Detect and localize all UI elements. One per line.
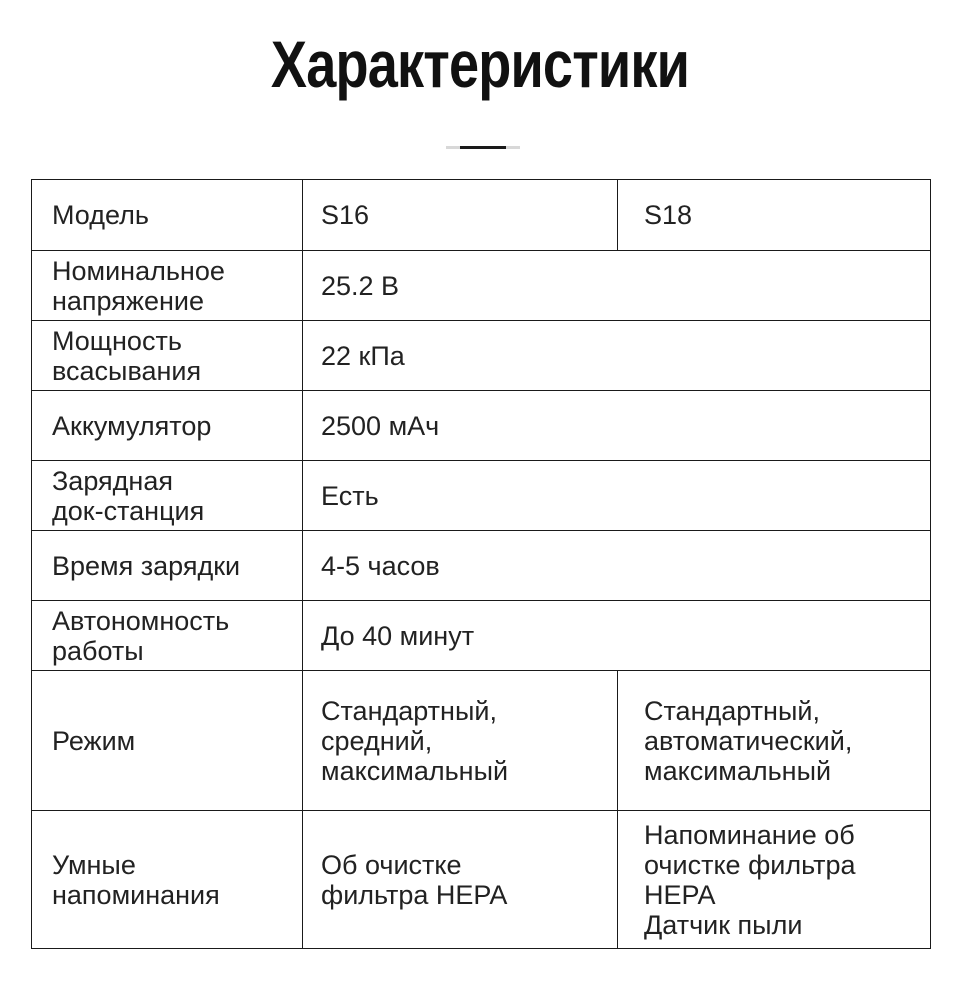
row-label: Мощность всасывания (32, 321, 303, 391)
row-value: До 40 минут (303, 601, 931, 671)
row-value: 25.2 В (303, 251, 931, 321)
title-divider (446, 146, 520, 149)
table-row (32, 461, 931, 531)
row-value: 2500 мАч (303, 391, 931, 461)
table-row-mode (32, 671, 931, 811)
row-label-mode: Режим (32, 671, 303, 811)
row-label: Автономность работы (32, 601, 303, 671)
mode-s16: Стандартный, средний, максимальный (303, 671, 618, 811)
model-s18: S18 (618, 180, 931, 251)
row-value: 22 кПа (303, 321, 931, 391)
row-label-reminders: Умные напоминания (32, 811, 303, 949)
model-s16: S16 (303, 180, 618, 251)
reminders-s18: Напоминание об очистке фильтра HEPA Датчик пыли (618, 811, 931, 949)
row-label: Зарядная док-станция (32, 461, 303, 531)
table-row (32, 321, 931, 391)
table-row (32, 601, 931, 671)
spec-table (31, 179, 931, 949)
page-title: Характеристики (270, 27, 690, 101)
row-label: Номинальное напряжение (32, 251, 303, 321)
row-label-model: Модель (32, 180, 303, 251)
table-row (32, 251, 931, 321)
reminders-s16: Об очистке фильтра HEPA (303, 811, 618, 949)
table-row (32, 531, 931, 601)
row-value: 4-5 часов (303, 531, 931, 601)
table-row (32, 391, 931, 461)
row-value: Есть (303, 461, 931, 531)
row-label: Аккумулятор (32, 391, 303, 461)
table-row-model (32, 180, 931, 251)
mode-s18: Стандартный, автоматический, максимальный (618, 671, 931, 811)
table-row-reminders (32, 811, 931, 949)
row-label: Время зарядки (32, 531, 303, 601)
